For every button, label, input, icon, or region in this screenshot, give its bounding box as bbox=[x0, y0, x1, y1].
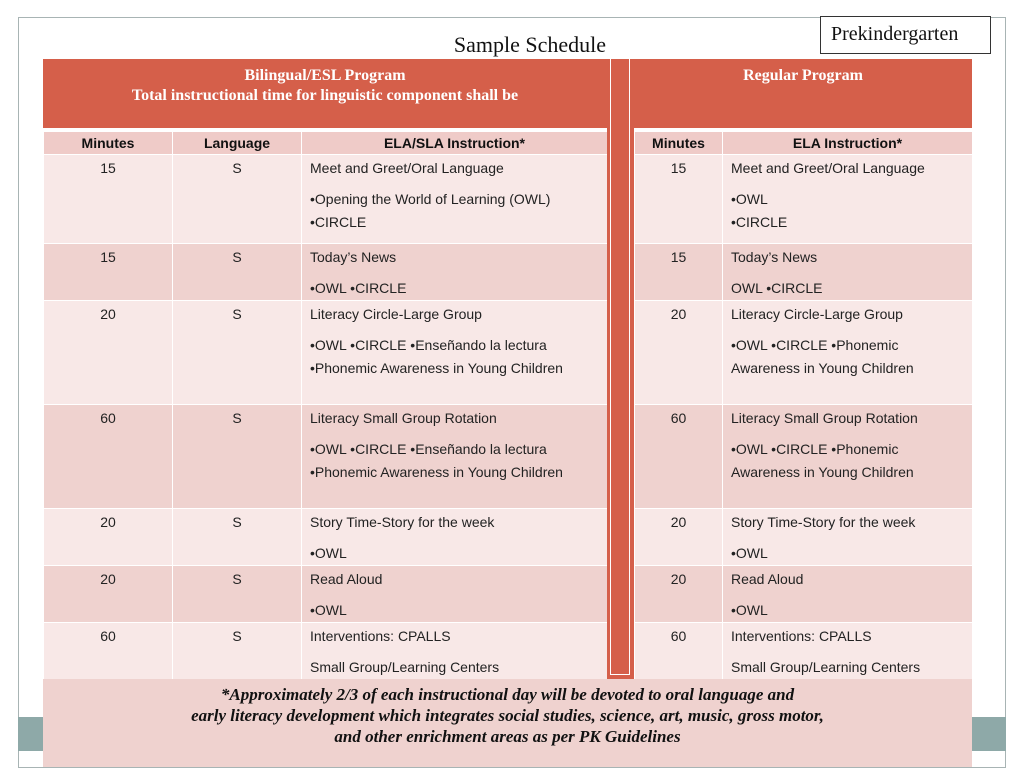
minutes-cell: 20 bbox=[44, 301, 173, 405]
activity-detail: •CIRCLE bbox=[310, 214, 367, 230]
table-row bbox=[44, 566, 608, 623]
instruction-cell bbox=[723, 623, 973, 680]
table-row bbox=[44, 301, 608, 405]
footnote-line: early literacy development which integrates social studies, science, art, music, gross motor, bbox=[191, 706, 824, 725]
instruction-cell bbox=[302, 301, 608, 405]
instruction-cell bbox=[723, 301, 973, 405]
activity-title: Meet and Greet/Oral Language bbox=[310, 160, 504, 176]
minutes-cell: 60 bbox=[44, 405, 173, 509]
grade-badge: Prekindergarten bbox=[820, 16, 991, 54]
activity-title: Story Time-Story for the week bbox=[731, 514, 916, 530]
activity-detail: Small Group/Learning Centers bbox=[310, 659, 500, 675]
footnote-line: *Approximately 2/3 of each instructional day will be devoted to oral language and bbox=[220, 685, 795, 704]
activity-title: Literacy Circle-Large Group bbox=[731, 306, 903, 322]
activity-detail: •OWL •CIRCLE •Phonemic Awareness in Young Children bbox=[731, 337, 914, 376]
activity-detail: Small Group/Learning Centers bbox=[731, 659, 921, 675]
instruction-cell bbox=[302, 509, 608, 566]
table-row bbox=[635, 155, 973, 244]
activity-title: Read Aloud bbox=[731, 571, 804, 587]
language-cell: S bbox=[173, 301, 302, 405]
minutes-cell: 60 bbox=[44, 623, 173, 680]
column-header-language: Language bbox=[173, 132, 302, 155]
instruction-cell bbox=[302, 155, 608, 244]
minutes-cell: 60 bbox=[635, 623, 723, 680]
activity-detail: •OWL bbox=[731, 545, 768, 561]
bilingual-header-subtitle: Total instructional time for linguistic component shall be bbox=[131, 87, 519, 104]
instruction-cell bbox=[723, 244, 973, 301]
regular-table-body bbox=[635, 155, 973, 680]
regular-header-title: Regular Program bbox=[743, 67, 863, 84]
table-row bbox=[635, 509, 973, 566]
activity-title: Literacy Small Group Rotation bbox=[731, 410, 918, 426]
activity-title: Today’s News bbox=[731, 249, 818, 265]
language-cell: S bbox=[173, 509, 302, 566]
instruction-cell bbox=[723, 509, 973, 566]
language-cell: S bbox=[173, 566, 302, 623]
activity-title: Story Time-Story for the week bbox=[310, 514, 495, 530]
activity-detail: •CIRCLE bbox=[731, 214, 788, 230]
minutes-cell: 15 bbox=[635, 155, 723, 244]
table-row bbox=[44, 155, 608, 244]
language-cell: S bbox=[173, 155, 302, 244]
language-cell: S bbox=[173, 405, 302, 509]
table-row bbox=[635, 405, 973, 509]
instruction-cell bbox=[723, 566, 973, 623]
table-row bbox=[44, 244, 608, 301]
activity-detail: •OWL bbox=[731, 602, 768, 618]
bilingual-table bbox=[43, 131, 608, 680]
instruction-cell bbox=[302, 566, 608, 623]
minutes-cell: 15 bbox=[44, 244, 173, 301]
language-cell: S bbox=[173, 623, 302, 680]
table-row bbox=[44, 509, 608, 566]
bilingual-table-body bbox=[44, 155, 608, 680]
bilingual-header bbox=[43, 59, 607, 131]
column-header-minutes: Minutes bbox=[44, 132, 173, 155]
regular-panel bbox=[634, 59, 972, 680]
column-header-instruction: ELA Instruction* bbox=[723, 132, 973, 155]
activity-title: Interventions: CPALLS bbox=[310, 628, 451, 644]
table-row bbox=[44, 623, 608, 680]
bilingual-panel bbox=[43, 59, 607, 680]
instruction-cell bbox=[302, 244, 608, 301]
activity-detail: •OWL •CIRCLE •Phonemic Awareness in Young Children bbox=[731, 441, 914, 480]
activity-title: Read Aloud bbox=[310, 571, 383, 587]
activity-detail: •OWL bbox=[310, 602, 347, 618]
footnote bbox=[43, 679, 972, 767]
minutes-cell: 20 bbox=[635, 509, 723, 566]
minutes-cell: 15 bbox=[44, 155, 173, 244]
table-row bbox=[635, 244, 973, 301]
activity-detail: •OWL •CIRCLE •Enseñando la lectura •Phonemic Awareness in Young Children bbox=[310, 337, 563, 376]
table-row bbox=[635, 301, 973, 405]
page-title: Sample Schedule bbox=[453, 32, 607, 57]
activity-title: Literacy Circle-Large Group bbox=[310, 306, 482, 322]
table-row bbox=[44, 405, 608, 509]
regular-header bbox=[634, 59, 972, 131]
activity-title: Interventions: CPALLS bbox=[731, 628, 872, 644]
activity-title: Today’s News bbox=[310, 249, 397, 265]
minutes-cell: 15 bbox=[635, 244, 723, 301]
table-row bbox=[635, 623, 973, 680]
minutes-cell: 20 bbox=[44, 566, 173, 623]
column-divider bbox=[607, 59, 634, 679]
instruction-cell bbox=[723, 405, 973, 509]
activity-title: Meet and Greet/Oral Language bbox=[731, 160, 925, 176]
column-header-instruction: ELA/SLA Instruction* bbox=[302, 132, 608, 155]
instruction-cell bbox=[723, 155, 973, 244]
table-row bbox=[635, 566, 973, 623]
activity-detail: OWL •CIRCLE bbox=[731, 280, 823, 296]
minutes-cell: 20 bbox=[44, 509, 173, 566]
decorative-bar-left bbox=[18, 717, 43, 751]
decorative-bar-right bbox=[972, 717, 1006, 751]
minutes-cell: 20 bbox=[635, 566, 723, 623]
activity-detail: •OWL bbox=[731, 191, 768, 207]
language-cell: S bbox=[173, 244, 302, 301]
activity-detail: •Opening the World of Learning (OWL) bbox=[310, 191, 551, 207]
regular-table bbox=[634, 131, 973, 680]
bilingual-header-title: Bilingual/ESL Program bbox=[244, 67, 406, 84]
instruction-cell bbox=[302, 405, 608, 509]
activity-detail: •OWL bbox=[310, 545, 347, 561]
activity-detail: •OWL •CIRCLE bbox=[310, 280, 407, 296]
footnote-line: and other enrichment areas as per PK Guidelines bbox=[334, 727, 681, 746]
column-header-minutes: Minutes bbox=[635, 132, 723, 155]
instruction-cell bbox=[302, 623, 608, 680]
minutes-cell: 60 bbox=[635, 405, 723, 509]
minutes-cell: 20 bbox=[635, 301, 723, 405]
activity-title: Literacy Small Group Rotation bbox=[310, 410, 497, 426]
activity-detail: •OWL •CIRCLE •Enseñando la lectura •Phonemic Awareness in Young Children bbox=[310, 441, 563, 480]
